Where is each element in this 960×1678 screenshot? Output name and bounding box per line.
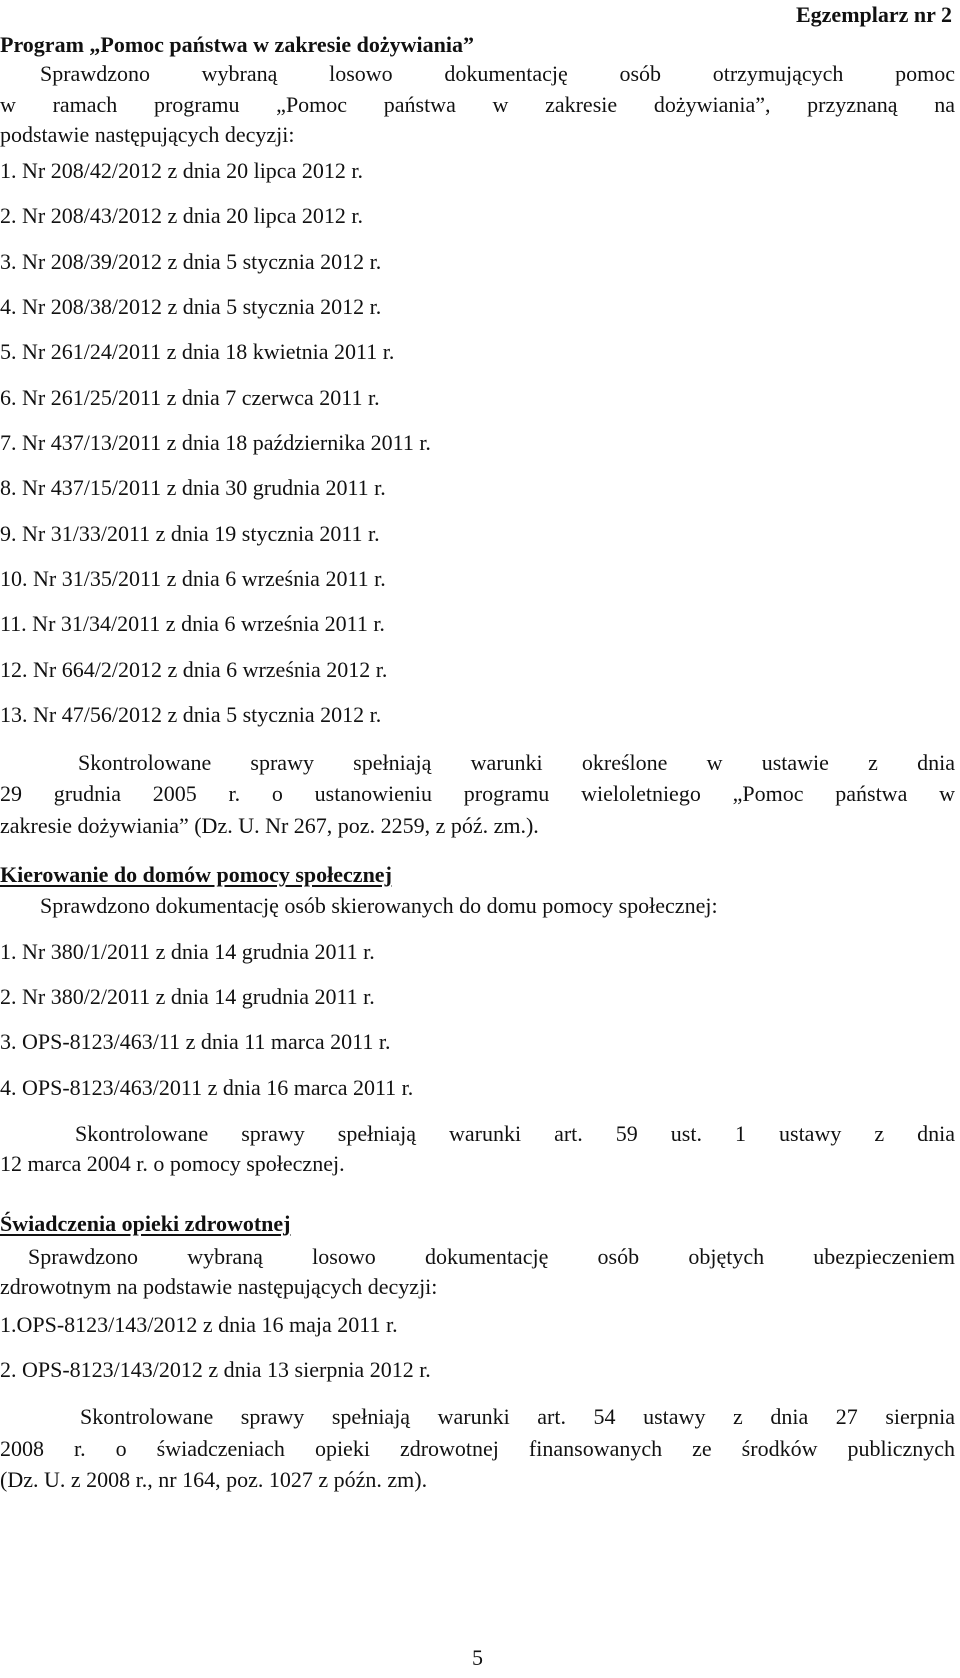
list-item: 3. Nr 208/39/2012 z dnia 5 stycznia 2012 r. [0,249,382,274]
section3-intro-line-2: zdrowotnym na podstawie następujących decyzji: [0,1274,438,1299]
list-item: 6. Nr 261/25/2011 z dnia 7 czerwca 2011 r. [0,385,380,410]
list-item: 10. Nr 31/35/2011 z dnia 6 września 2011 r. [0,566,386,591]
section-title-opieka-zdrowotna: Świadczenia opieki zdrowotnej [0,1211,291,1236]
section2-conclusion-line-1: Skontrolowane sprawy spełniają warunki art. 59 ust. 1 ustawy z dnia [75,1121,955,1146]
section1-conclusion-line-3: zakresie dożywiania” (Dz. U. Nr 267, poz. 2259, z póź. zm.). [0,813,539,838]
list-item: 4. Nr 208/38/2012 z dnia 5 stycznia 2012 r. [0,294,382,319]
list-item: 7. Nr 437/13/2011 z dnia 18 października 2011 r. [0,430,431,455]
list-item: 9. Nr 31/33/2011 z dnia 19 stycznia 2011 r. [0,521,380,546]
section-title-dozywianie: Program „Pomoc państwa w zakresie dożywiania” [0,32,474,57]
list-item: 11. Nr 31/34/2011 z dnia 6 września 2011 r. [0,611,385,636]
section3-conclusion-line-1: Skontrolowane sprawy spełniają warunki art. 54 ustawy z dnia 27 sierpnia [80,1404,955,1429]
section3-conclusion-line-3: (Dz. U. z 2008 r., nr 164, poz. 1027 z późn. zm). [0,1467,428,1492]
list-item: 13. Nr 47/56/2012 z dnia 5 stycznia 2012 r. [0,702,382,727]
section3-intro-line-1: Sprawdzono wybraną losowo dokumentację osób objętych ubezpieczeniem [28,1244,955,1269]
list-item: 4. OPS-8123/463/2011 z dnia 16 marca 2011 r. [0,1075,414,1100]
list-item: 2. Nr 208/43/2012 z dnia 20 lipca 2012 r. [0,203,363,228]
list-item: 5. Nr 261/24/2011 z dnia 18 kwietnia 2011 r. [0,339,395,364]
list-item: 3. OPS-8123/463/11 z dnia 11 marca 2011 r. [0,1029,391,1054]
section-title-dps: Kierowanie do domów pomocy społecznej [0,862,392,887]
list-item: 12. Nr 664/2/2012 z dnia 6 września 2012 r. [0,657,388,682]
list-item: 8. Nr 437/15/2011 z dnia 30 grudnia 2011 r. [0,475,386,500]
section2-intro: Sprawdzono dokumentację osób skierowanych do domu pomocy społecznej: [40,893,718,918]
copy-number-label: Egzemplarz nr 2 [795,2,952,27]
list-item: 1. Nr 208/42/2012 z dnia 20 lipca 2012 r. [0,158,363,183]
section1-intro-line-2: w ramach programu „Pomoc państwa w zakresie dożywiania”, przyznaną na [0,92,955,117]
list-item: 1. Nr 380/1/2011 z dnia 14 grudnia 2011 r. [0,939,375,964]
page-number: 5 [472,1645,483,1670]
section1-intro-line-1: Sprawdzono wybraną losowo dokumentację osób otrzymujących pomoc [40,61,955,86]
section1-intro-line-3: podstawie następujących decyzji: [0,122,295,147]
section1-conclusion-line-2: 29 grudnia 2005 r. o ustanowieniu programu wieloletniego „Pomoc państwa w [0,781,955,806]
list-item: 1.OPS-8123/143/2012 z dnia 16 maja 2011 r. [0,1312,398,1337]
section1-conclusion-line-1: Skontrolowane sprawy spełniają warunki określone w ustawie z dnia [78,750,955,775]
list-item: 2. Nr 380/2/2011 z dnia 14 grudnia 2011 r. [0,984,375,1009]
section2-conclusion-line-2: 12 marca 2004 r. o pomocy społecznej. [0,1151,345,1176]
list-item: 2. OPS-8123/143/2012 z dnia 13 sierpnia 2012 r. [0,1357,431,1382]
section3-conclusion-line-2: 2008 r. o świadczeniach opieki zdrowotnej finansowanych ze środków publicznych [0,1436,955,1461]
